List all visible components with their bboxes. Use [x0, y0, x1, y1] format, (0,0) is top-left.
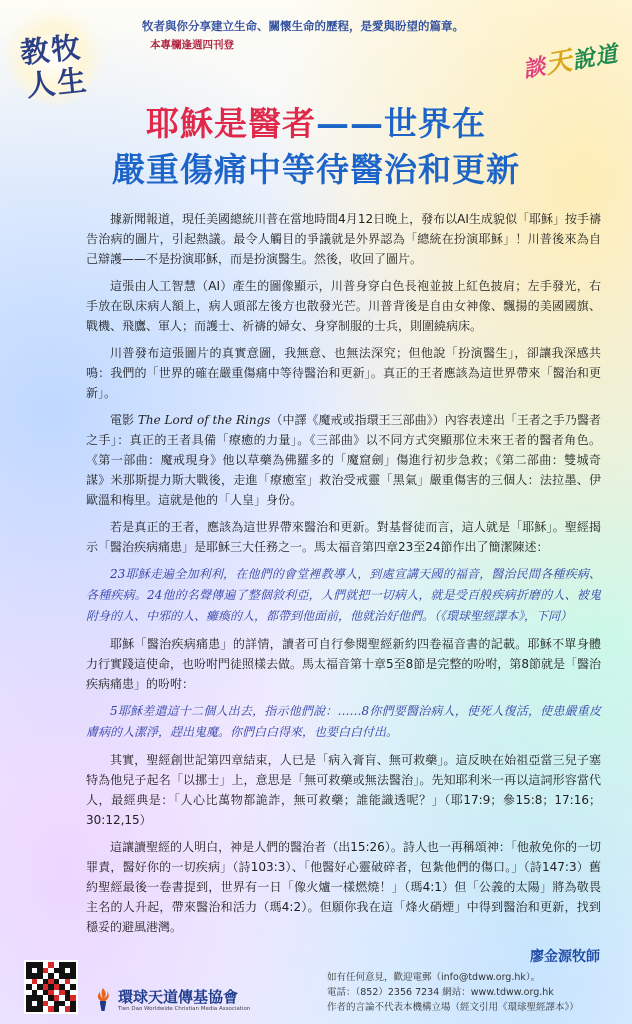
- torch-logo-icon: [92, 986, 114, 1012]
- scripture-quote-2: 5耶穌差遣這十二個人出去，指示他們說：……8你們要醫治病人，使死人復活，使患嚴重皮膚病的人潔淨，趕出鬼魔。你們白白得來，也要白白付出。: [86, 704, 601, 739]
- article-title: [0, 102, 632, 192]
- brand-part1: 談: [521, 53, 549, 84]
- paragraph-4-rest: （中譯《魔戒或指環王三部曲》）內容表達出「王者之手乃醫者之手」：真正的王者具備「療癒的力量」。《三部曲》以不同方式突顯那位未來王者的醫者角色。《第一部曲：魔戒現身》他以草藥為佛羅多的「魔窟劍」傷進行初步急救；《第二部曲：雙城奇謀》米那斯提力斯大戰後，走進「療癒室」救治受戒靈「黑氣」嚴重傷害的三個人：法拉墨、伊歐溫和梅里。這就是他的「人皇」身份。: [86, 413, 601, 507]
- brand-part3: 說道: [570, 40, 621, 75]
- author-name: 廖金源牧師: [530, 949, 600, 965]
- film-title: The Lord of the Rings: [137, 413, 271, 427]
- paragraph-8: 這讓讀聖經的人明白，神是人們的醫治者（出15:26）。詩人也一再稱頌神：「他赦免你的一切罪責，醫好你的一切疾病」（詩103:3）、「他醫好心靈破碎者，包紮他們的傷口。」（詩147:3）舊約聖經最後一卷書提到，世界有一日「像火爐一樣燃燒！」（瑪4:1）但「公義的太陽」將為敬畏主名的人升起，帶來醫治和活力（瑪4:2）。但願你我在這「烽火硝煙」中得到醫治和更新，找到穩妥的避風港灣。: [86, 840, 601, 934]
- contact-line-phone: 電話：（852）2356 7234 網站：www.tdww.org.hk: [327, 987, 554, 998]
- paragraph-2: 這張由人工智慧（AI）產生的圖像顯示，川普身穿白色長袍並披上紅色披肩；左手發光，右手放在臥床病人額上，病人頭部左後方也散發光芒。川普背後是自由女神像、飄揚的美國國旗、戰機、飛鷹、軍人；而護士、祈禱的婦女、身穿制服的士兵，則圍繞病床。: [86, 279, 601, 333]
- column-schedule: 本專欄逢週四刊登: [150, 39, 234, 51]
- paragraph-5: 若是真正的王者，應該為這世界帶來醫治和更新。對基督徒而言，這人就是「耶穌」。聖經揭示「醫治疾病痛患」是耶穌三大任務之一。馬太福音第四章23至24節作出了簡潔陳述：: [86, 520, 601, 554]
- column-logo: [6, 6, 106, 106]
- contact-line-email: 如有任何意見，歡迎電郵（info@tdww.org.hk）。: [327, 972, 541, 983]
- paragraph-6: 耶穌「醫治疾病痛患」的詳情，讀者可自行參閱聖經新約四卷福音書的記載。耶穌不單身體力行實踐這使命，也吩咐門徒照樣去做。馬太福音第十章5至8節是完整的吩咐，第8節就是「醫治疾病痛患」的吩咐：: [86, 637, 601, 691]
- title-blue-part: ——世界在: [316, 104, 486, 143]
- article-body: [86, 209, 601, 944]
- scripture-quote-1: 23耶穌走遍全加利利，在他們的會堂裡教導人，到處宣講天國的福音，醫治民間各種疾病、各種疾病。24他的名聲傳遍了整個敘利亞，人們就把一切病人，就是受百般疾病折磨的人、被鬼附身的人、中邪的人、癱瘓的人，都帶到他面前，他就治好他們。（《環球聖經譯本》，下同）: [86, 567, 601, 623]
- paragraph-4: [86, 410, 601, 510]
- qr-code-icon: [24, 960, 78, 1014]
- column-logo-line2: 人生: [24, 62, 90, 104]
- brand-logo: [520, 32, 621, 85]
- title-red-part: 耶穌是醫者: [146, 104, 316, 143]
- org-name: 環球天道傳基協會: [118, 988, 239, 1006]
- title-line1: [0, 102, 632, 146]
- paragraph-1: 據新聞報道，現任美國總統川普在當地時間4月12日晚上，發布以AI生成貌似「耶穌」按手禱告治病的圖片，引起熱議。最令人觸目的爭議就是外界認為「總統在扮演耶穌」！川普後來為自己辯護——不是扮演耶穌，而是扮演醫生。然後，收回了圖片。: [86, 212, 601, 266]
- column-tagline: 牧者與你分享建立生命、關懷生命的歷程，是愛與盼望的篇章。: [142, 19, 464, 33]
- header: [0, 0, 632, 104]
- paragraph-4-prefix: 電影: [110, 413, 138, 427]
- contact-line-disclaimer: 作者的言論不代表本機構立場（經文引用《環球聖經譯本》）: [327, 1002, 579, 1013]
- brand-part2: 天: [543, 45, 576, 81]
- column-logo-line1: 教牧: [18, 29, 84, 71]
- contact-info: [327, 970, 622, 1015]
- org-english-name: Tien Dao Worldwide Christian Media Association: [118, 1006, 251, 1012]
- paragraph-3: 川普發布這張圖片的真實意圖，我無意、也無法深究；但他說「扮演醫生」，卻讓我深感共鳴：我們的「世界的確在嚴重傷痛中等待醫治和更新」。真正的王者應該為這世界帶來「醫治和更新」。: [86, 346, 601, 400]
- paragraph-7: 其實，聖經創世記第四章結束，人已是「病入膏肓、無可救藥」。這反映在始祖亞當三兒子塞特為他兒子起名「以挪士」上，意思是「無可救藥或無法醫治」。先知耶利米一再以這詞形容當代人，最經典是：「人心比萬物都詭詐，無可救藥；誰能識透呢？」（耶17:9；參15:8；17:16；30:12,15）: [86, 753, 601, 827]
- title-line2: 嚴重傷痛中等待醫治和更新: [112, 150, 520, 189]
